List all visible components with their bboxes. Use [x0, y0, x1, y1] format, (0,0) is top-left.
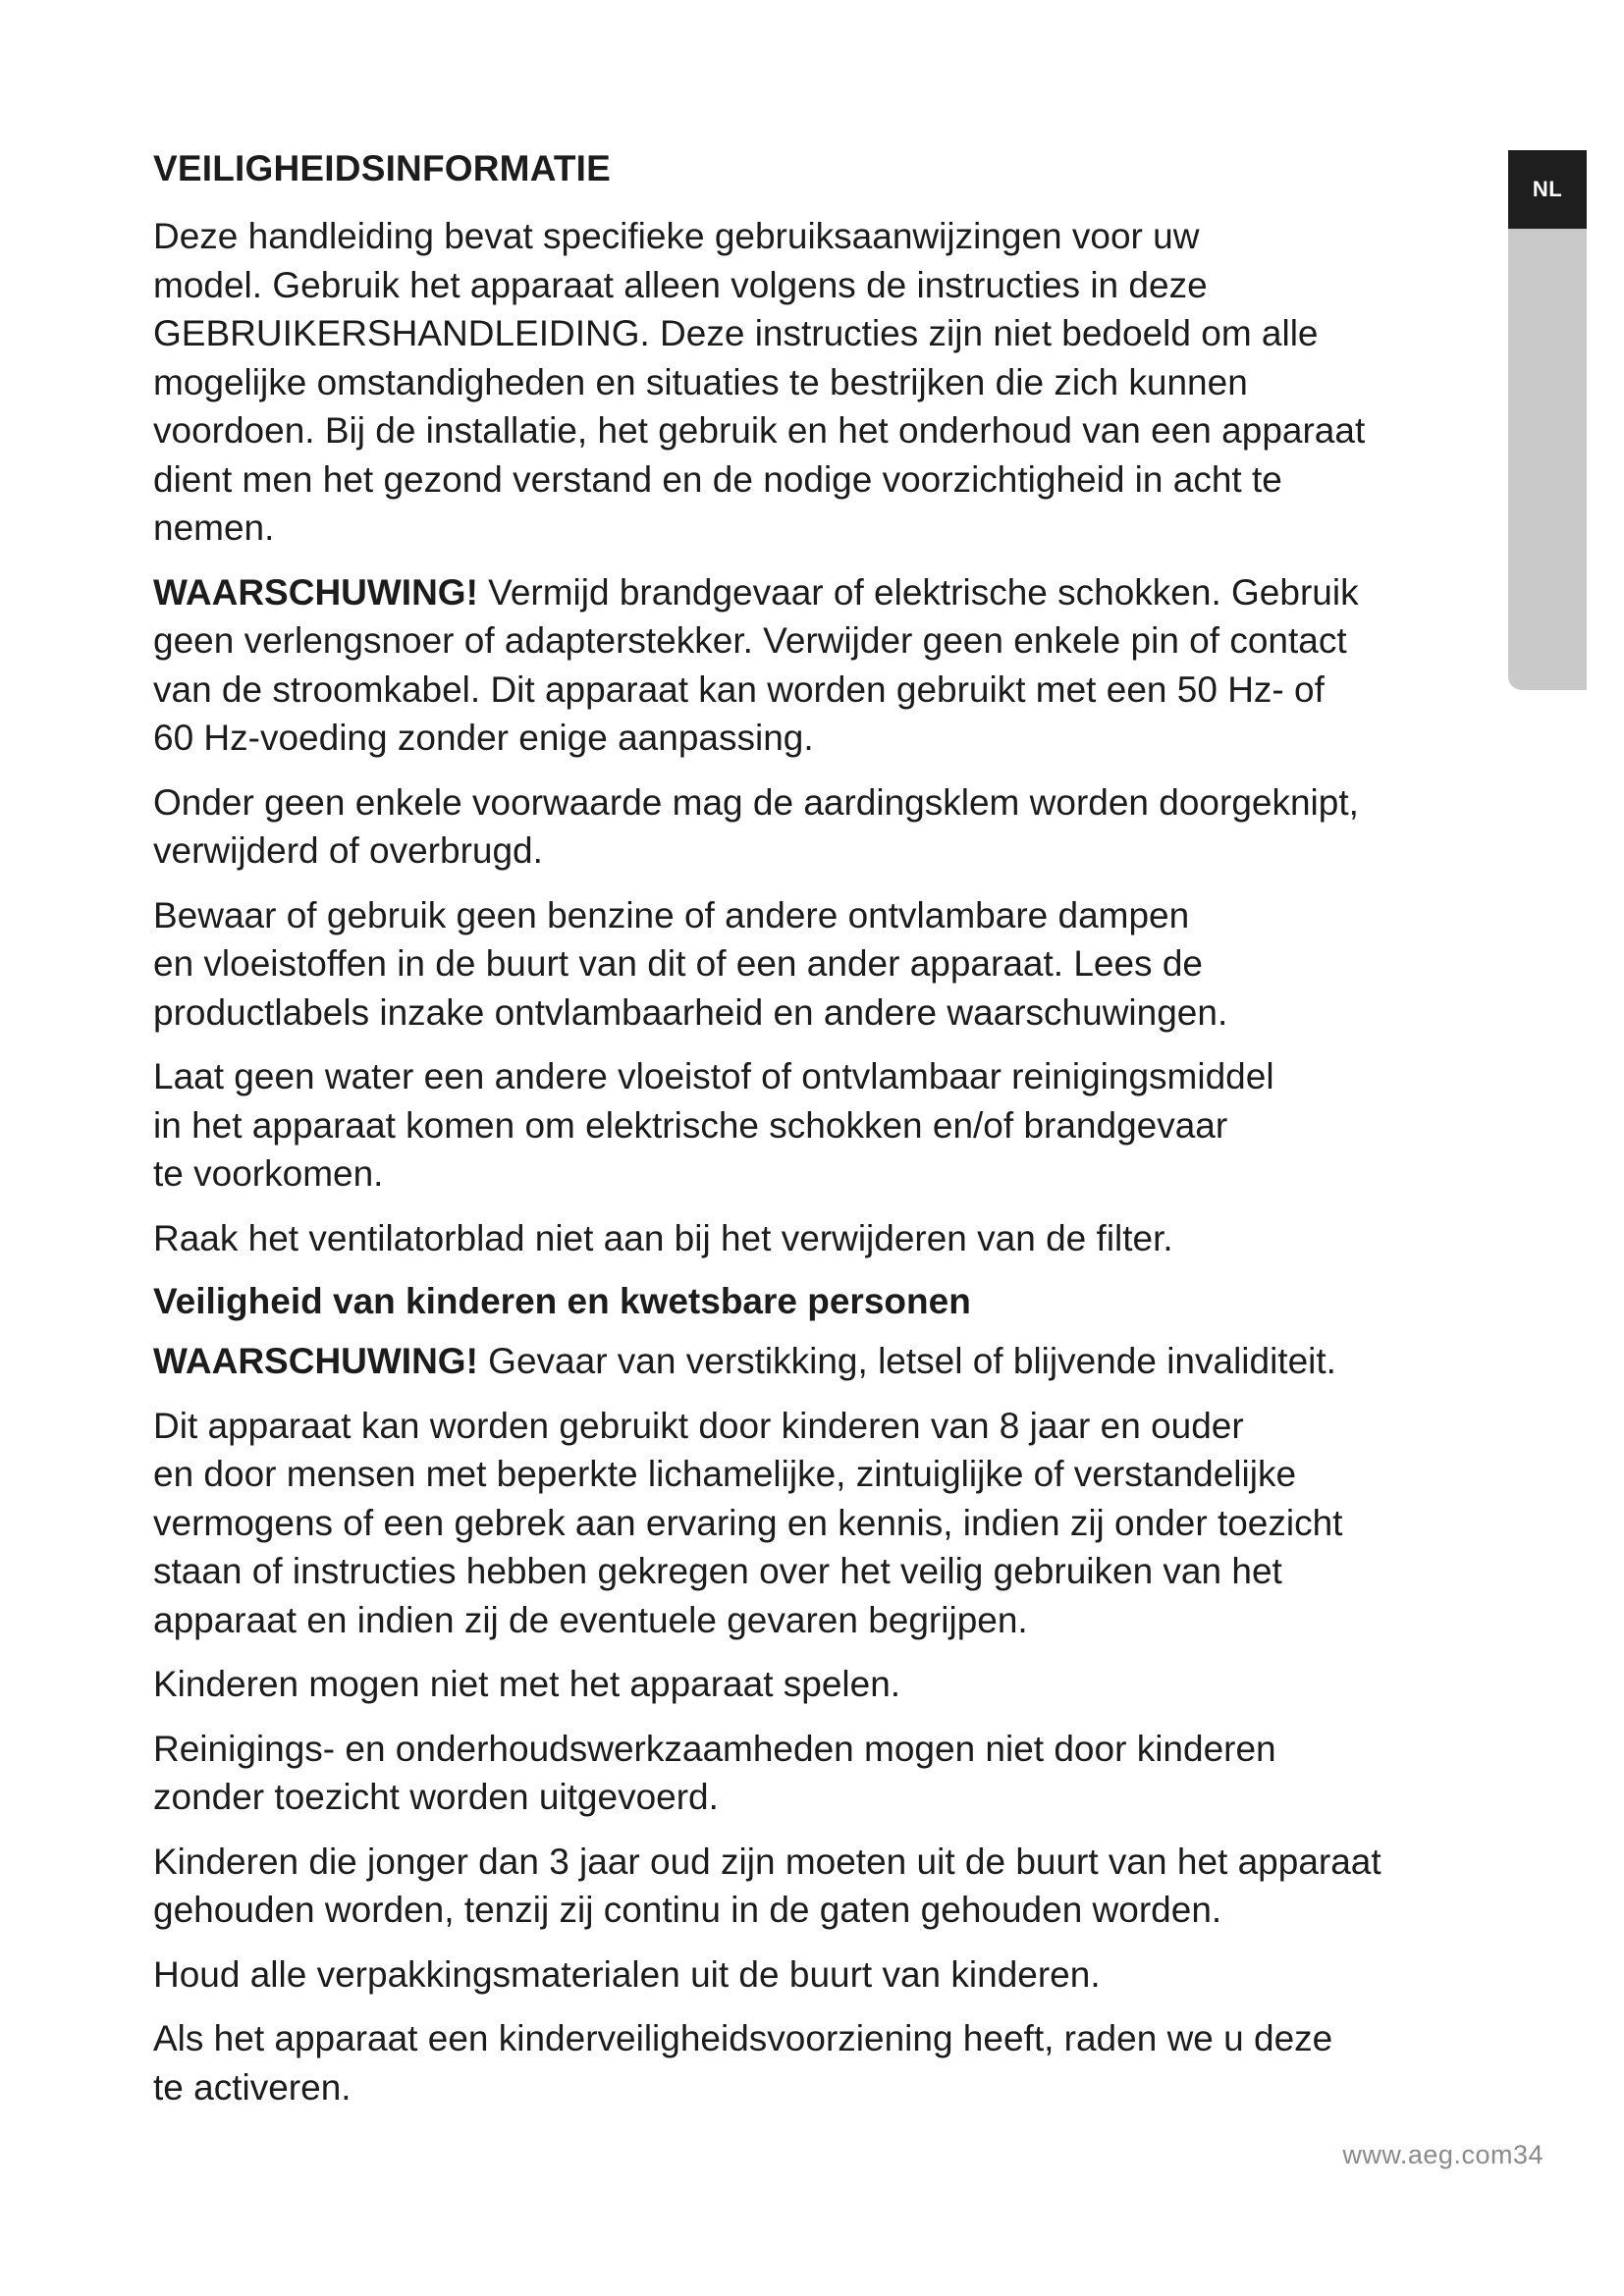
text-line: verwijderd of overbrugd.: [153, 830, 543, 871]
text-line: voordoen. Bij de installatie, het gebruik en het onderhoud van een apparaat: [153, 410, 1366, 451]
section-title: VEILIGHEIDSINFORMATIE: [153, 148, 612, 188]
fan-paragraph: [153, 1214, 1489, 1263]
text-line: staan of instructies hebben gekregen over het veilig gebruiken van het: [153, 1551, 1282, 1591]
packaging-paragraph: [153, 1950, 1489, 2000]
text-line: mogelijke omstandigheden en situaties te bestrijken die zich kunnen: [153, 361, 1248, 402]
text-line: en door mensen met beperkte lichamelijke, zintuiglijke of verstandelijke: [153, 1454, 1297, 1494]
no-play-paragraph: [153, 1660, 1489, 1709]
cleaning-paragraph: [153, 1725, 1489, 1822]
children-age-paragraph: [153, 1402, 1489, 1645]
warning-label: WAARSCHUWING!: [153, 571, 478, 613]
grounding-paragraph: [153, 778, 1489, 876]
text-line: productlabels inzake ontvlambaarheid en andere waarschuwingen.: [153, 991, 1228, 1033]
text-line: Raak het ventilatorblad niet aan bij het verwijderen van de filter.: [153, 1217, 1173, 1258]
petrol-paragraph: [153, 891, 1489, 1038]
text-line: vermogens of een gebrek aan ervaring en kennis, indien zij onder toezicht: [153, 1502, 1343, 1543]
language-side-tab: [1508, 150, 1587, 690]
text-line: geen verlengsnoer of adapterstekker. Verwijder geen enkele pin of contact: [153, 620, 1347, 661]
text-line: en vloeistoffen in de buurt van dit of een ander apparaat. Lees de: [153, 943, 1203, 984]
warning-fire-paragraph: [153, 568, 1489, 763]
text-line: van de stroomkabel. Dit apparaat kan worden gebruikt met een 50 Hz- of: [153, 668, 1325, 710]
text-line: Als het apparaat een kinderveiligheidsvoorziening heeft, raden we u deze: [153, 2018, 1333, 2058]
text-line: Kinderen mogen niet met het apparaat spelen.: [153, 1664, 901, 1704]
text-line: Deze handleiding bevat specifieke gebruiksaanwijzingen voor uw: [153, 216, 1200, 256]
subsection-title: Veiligheid van kinderen en kwetsbare personen: [153, 1281, 971, 1321]
text-line: te activeren.: [153, 2066, 352, 2108]
text-line: model. Gebruik het apparaat alleen volgens de instructies in deze: [153, 264, 1208, 305]
text-line: te voorkomen.: [153, 1153, 384, 1194]
child-lock-paragraph: [153, 2014, 1489, 2111]
text-line: Reinigings- en onderhoudswerkzaamheden mogen niet door kinderen: [153, 1728, 1276, 1769]
document-body: [153, 145, 1489, 2127]
language-badge: NL: [1508, 150, 1587, 229]
text-line: zonder toezicht worden uitgevoerd.: [153, 1777, 719, 1817]
under-three-paragraph: [153, 1838, 1489, 1935]
text-line: dient men het gezond verstand en de nodige voorzichtigheid in acht te: [153, 458, 1282, 500]
footer-url-page-number: www.aeg.com34: [1342, 2140, 1543, 2169]
text-line: 60 Hz-voeding zonder enige aanpassing.: [153, 718, 814, 758]
text-line: Onder geen enkele voorwaarde mag de aardingsklem worden doorgeknipt,: [153, 781, 1359, 823]
text-line: Laat geen water een andere vloeistof of ontvlambaar reinigingsmiddel: [153, 1056, 1274, 1096]
text-line: gehouden worden, tenzij zij continu in de gaten gehouden worden.: [153, 1890, 1222, 1930]
text-line: nemen.: [153, 507, 275, 548]
water-paragraph: [153, 1052, 1489, 1199]
warning-text: Gevaar van verstikking, letsel of blijvende invaliditeit.: [477, 1341, 1336, 1381]
warning-label: WAARSCHUWING!: [153, 1341, 478, 1381]
text-line: [153, 1337, 1489, 1386]
text-line: GEBRUIKERSHANDLEIDING. Deze instructies zijn niet bedoeld om alle: [153, 313, 1319, 353]
text-line: Houd alle verpakkingsmaterialen uit de buurt van kinderen.: [153, 1953, 1101, 1995]
text-line: Dit apparaat kan worden gebruikt door kinderen van 8 jaar en ouder: [153, 1405, 1244, 1446]
text-line: apparaat en indien zij de eventuele gevaren begrijpen.: [153, 1599, 1028, 1640]
intro-paragraph: [153, 212, 1489, 553]
warning-text: Vermijd brandgevaar of elektrische schokken. Gebruik: [477, 571, 1359, 613]
text-line: Bewaar of gebruik geen benzine of andere ontvlambare dampen: [153, 894, 1190, 935]
text-line: in het apparaat komen om elektrische schokken en/of brandgevaar: [153, 1104, 1228, 1146]
warning-suffocation-paragraph: [153, 1337, 1489, 1386]
text-line: Kinderen die jonger dan 3 jaar oud zijn moeten uit de buurt van het apparaat: [153, 1841, 1381, 1882]
text-line: [153, 568, 1489, 617]
